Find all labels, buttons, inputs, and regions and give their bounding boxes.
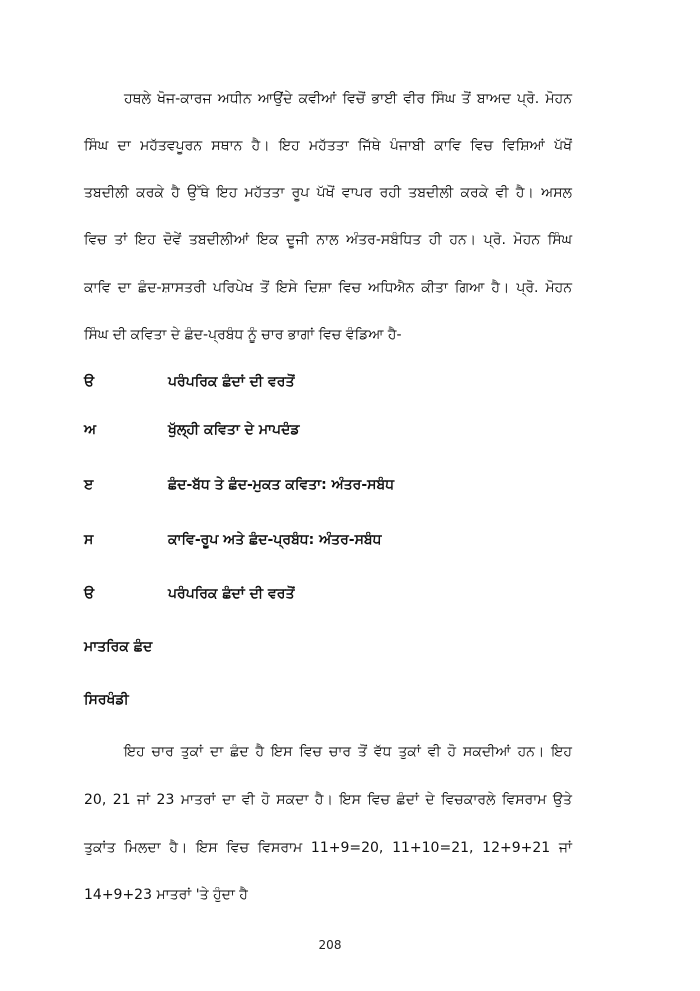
list-item-text: ਪਰੰਪਰਿਕ ਛੰਦਾਂ ਦੀ ਵਰਤੋਂ [168, 586, 295, 602]
paragraph-1-line-1: ਹਥਲੇ ਖੋਜ-ਕਾਰਜ ਅਧੀਨ ਆਉਂਦੇ ਕਵੀਆਂ ਵਿਚੋਂ ਭਾਈ ਵੀਰ ਸਿੰਘ ਤੋਂ ਬਾਅਦ ਪ੍ਰੋ. ਮੋਹਨ [124, 91, 572, 107]
paragraph-1-line-6: ਸਿੰਘ ਦੀ ਕਵਿਤਾ ਦੇ ਛੰਦ-ਪ੍ਰਬੰਧ ਨੂੰ ਚਾਰ ਭਾਗਾਂ ਵਿਚ ਵੰਡਿਆ ਹੈ- [84, 327, 402, 343]
list-item-text: ਪਰੰਪਰਿਕ ਛੰਦਾਂ ਦੀ ਵਰਤੋਂ [168, 374, 295, 390]
section-heading-matrik-chhand: ਮਾਤਰਿਕ ਛੰਦ [84, 639, 153, 655]
list-item [84, 420, 299, 440]
list-item [84, 584, 294, 604]
paragraph-2-line-1: ਇਹ ਚਾਰ ਤੁਕਾਂ ਦਾ ਛੰਦ ਹੈ ਇਸ ਵਿਚ ਚਾਰ ਤੋਂ ਵੱਧ ਤੁਕਾਂ ਵੀ ਹੋ ਸਕਦੀਆਂ ਹਨ। ਇਹ [124, 744, 572, 760]
list-marker: ੳ [84, 374, 95, 390]
list-marker: ੳ [84, 586, 95, 602]
paragraph-1-line-5: ਕਾਵਿ ਦਾ ਛੰਦ-ਸ਼ਾਸਤਰੀ ਪਰਿਪੇਖ ਤੋਂ ਇਸੇ ਦਿਸ਼ਾ ਵਿਚ ਅਧਿਐਨ ਕੀਤਾ ਗਿਆ ਹੈ। ਪ੍ਰੋ. ਮੋਹਨ [84, 280, 572, 296]
list-item [84, 475, 394, 495]
section-heading-sirkhandi: ਸਿਰਖੰਡੀ [84, 692, 129, 708]
paragraph-2-line-3: ਤੁਕਾਂਤ ਮਿਲਦਾ ਹੈ। ਇਸ ਵਿਚ ਵਿਸਰਾਮ 11+9=20, 11+10=21, 12+9+21 ਜਾਂ [84, 840, 572, 856]
list-item-text: ਕਾਵਿ-ਰੂਪ ਅਤੇ ਛੰਦ-ਪ੍ਰਬੰਧ: ਅੰਤਰ-ਸਬੰਧ [168, 532, 382, 548]
list-item [84, 530, 381, 550]
list-marker: ਅ [84, 422, 97, 438]
paragraph-1-line-4: ਵਿਚ ਤਾਂ ਇਹ ਦੋਵੇਂ ਤਬਦੀਲੀਆਂ ਇਕ ਦੂਜੀ ਨਾਲ ਅੰਤਰ-ਸਬੰਧਿਤ ਹੀ ਹਨ। ਪ੍ਰੋ. ਮੋਹਨ ਸਿੰਘ [84, 232, 572, 248]
paragraph-1-line-3: ਤਬਦੀਲੀ ਕਰਕੇ ਹੈ ਉੱਥੇ ਇਹ ਮਹੱਤਤਾ ਰੂਪ ਪੱਖੋਂ ਵਾਪਰ ਰਹੀ ਤਬਦੀਲੀ ਕਰਕੇ ਵੀ ਹੈ। ਅਸਲ [84, 185, 572, 201]
paragraph-2-line-4: 14+9+23 ਮਾਤਰਾਂ 'ਤੇ ਹੁੰਦਾ ਹੈ [84, 887, 248, 903]
list-item-text: ਛੰਦ-ਬੱਧ ਤੇ ਛੰਦ-ਮੁਕਤ ਕਵਿਤਾ: ਅੰਤਰ-ਸਬੰਧ [168, 477, 395, 493]
paragraph-1-line-2: ਸਿੰਘ ਦਾ ਮਹੱਤਵਪੂਰਨ ਸਥਾਨ ਹੈ। ਇਹ ਮਹੱਤਤਾ ਜਿੱਥੇ ਪੰਜਾਬੀ ਕਾਵਿ ਵਿਚ ਵਿਸ਼ਿਆਂ ਪੱਖੋਂ [84, 138, 572, 154]
page-number: 208 [318, 938, 342, 952]
list-marker: ਸ [84, 532, 94, 548]
list-marker: ੲ [84, 477, 94, 493]
list-item-text: ਖੁੱਲ੍ਹੀ ਕਵਿਤਾ ਦੇ ਮਾਪਦੰਡ [168, 422, 300, 438]
list-item [84, 372, 294, 392]
paragraph-2-line-2: 20, 21 ਜਾਂ 23 ਮਾਤਰਾਂ ਦਾ ਵੀ ਹੋ ਸਕਦਾ ਹੈ। ਇਸ ਵਿਚ ਛੰਦਾਂ ਦੇ ਵਿਚਕਾਰਲੇ ਵਿਸਰਾਮ ਉਤੇ [84, 792, 572, 808]
